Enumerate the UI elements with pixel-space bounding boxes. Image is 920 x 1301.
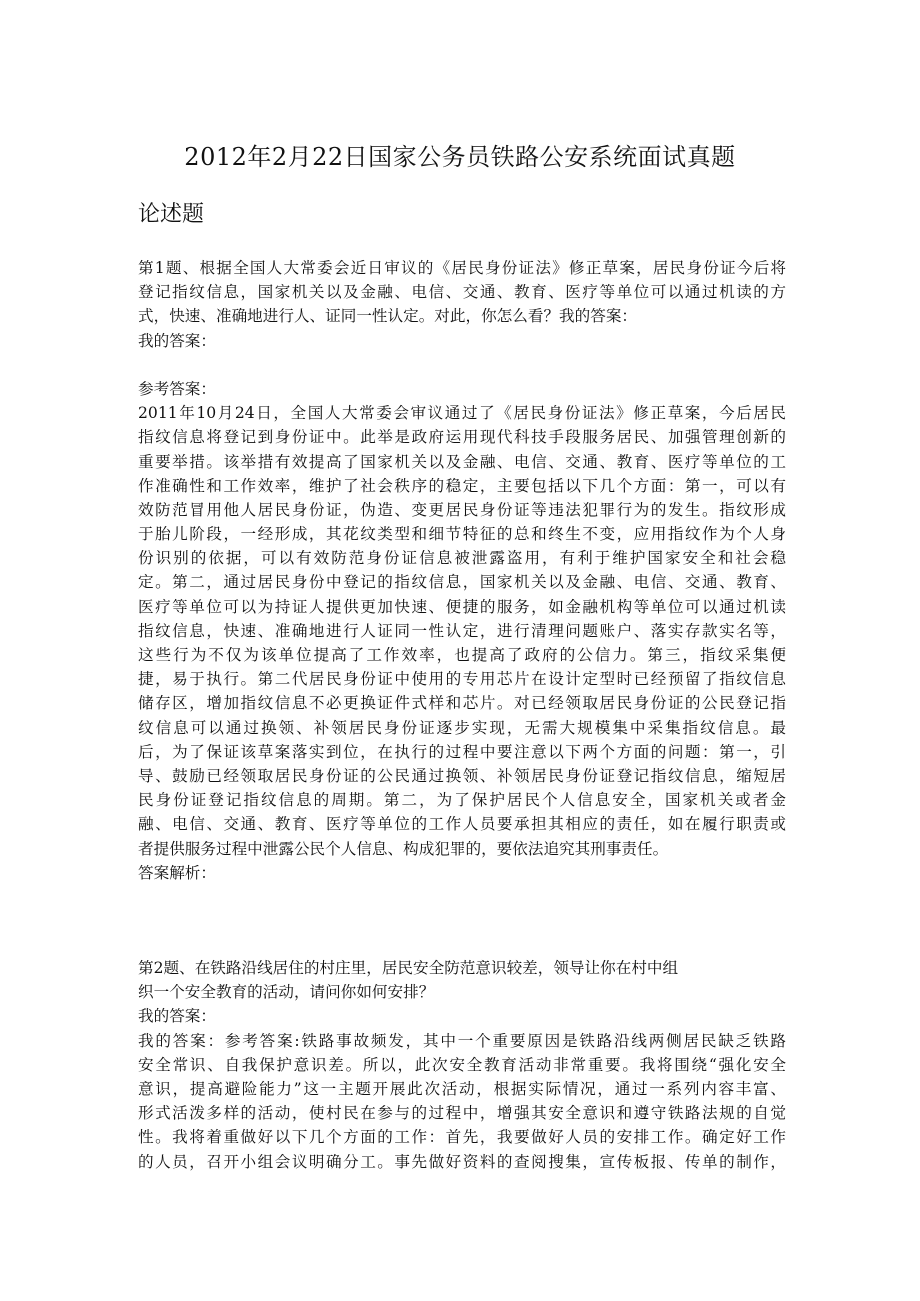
- q2-answer-line: 意识，提高避险能力”这一主题开展此次活动，根据实际情况，通过一系列内容丰富、: [138, 1079, 786, 1098]
- q1-analysis-label: 答案解析：: [138, 863, 216, 882]
- q1-answer-line: 纹信息可以通过换领、补领居民身份证逐步实现，无需大规模集中采集指纹信息。最: [138, 718, 786, 737]
- q1-answer-line: 重要举措。该举措有效提高了国家机关以及金融、电信、交通、教育、医疗等单位的工: [138, 452, 786, 471]
- q1-answer-line: 捷，易于执行。第二代居民身份证中使用的专用芯片在设计定型时已经预留了指纹信息: [138, 670, 786, 689]
- question-2: [138, 956, 786, 1174]
- q2-answer-line: 形式活泼多样的活动，使村民在参与的过程中，增强其安全意识和遵守铁路法规的自觉: [138, 1104, 786, 1123]
- section-heading: 论述题: [138, 202, 205, 227]
- q1-answer-line: 者提供服务过程中泄露公民个人信息、构成犯罪的，要依法追究其刑事责任。: [138, 839, 669, 858]
- q2-answer-line: 性。我将着重做好以下几个方面的工作：首先，我要做好人员的安排工作。确定好工作: [138, 1128, 786, 1147]
- q1-answer-line: 定。第二，通过居民身份中登记的指纹信息，国家机关以及金融、电信、交通、教育、: [138, 573, 786, 592]
- q1-answer-line: 作准确性和工作效率，维护了社会秩序的稳定，主要包括以下几个方面：第一，可以有: [138, 476, 786, 495]
- q1-answer-line: 导、鼓励已经领取居民身份证的公民通过换领、补领居民身份证登记指纹信息，缩短居: [138, 766, 786, 785]
- q1-answer-line: 指纹信息，快速、准确地进行人证同一性认定，进行清理问题账户、落实存款实名等，: [138, 621, 786, 640]
- q1-question-line: 第1题、根据全国人大常委会近日审议的《居民身份证法》修正草案，居民身份证今后将: [138, 259, 786, 277]
- q1-answer-line: 指纹信息将登记到身份证中。此举是政府运用现代科技手段服务居民、加强管理创新的: [138, 428, 786, 447]
- q1-answer-line: 于胎儿阶段，一经形成，其花纹类型和细节特征的总和终生不变，应用指纹作为个人身: [138, 525, 786, 544]
- q2-my-answer-label: 我的答案：: [138, 1007, 216, 1026]
- q1-answer-line: 效防范冒用他人居民身份证，伪造、变更居民身份证等违法犯罪行为的发生。指纹形成: [138, 500, 786, 519]
- q1-question-line: 登记指纹信息，国家机关以及金融、电信、交通、教育、医疗等单位可以通过机读的方: [138, 283, 786, 302]
- q1-answer-line: 融、电信、交通、教育、医疗等单位的工作人员要承担其相应的责任，如在履行职责或: [138, 815, 786, 834]
- q2-answer-line: 的人员，召开小组会议明确分工。事先做好资料的查阅搜集，宣传板报、传单的制作，: [138, 1152, 786, 1171]
- q1-my-answer-label: 我的答案：: [138, 331, 216, 350]
- q1-answer-line: 民身份证登记指纹信息的周期。第二，为了保护居民个人信息安全，国家机关或者金: [138, 791, 786, 810]
- document-title: 2012年2月22日国家公务员铁路公安系统面试真题: [184, 143, 736, 171]
- q1-answer-line: 医疗等单位可以为持证人提供更加快速、便捷的服务，如金融机构等单位可以通过机读: [138, 597, 786, 616]
- q2-question-line: 织一个安全教育的活动，请问你如何安排？: [138, 983, 435, 1002]
- question-1: [138, 256, 786, 885]
- q1-answer-line: 储存区，增加指纹信息不必更换证件式样和芯片。对已经领取居民身份证的公民登记指: [138, 694, 786, 713]
- q2-question-line: 第2题、在铁路沿线居住的村庄里，居民安全防范意识较差，领导让你在村中组: [138, 959, 679, 977]
- q1-answer-line: 份识别的依据，可以有效防范身份证信息被泄露盗用，有利于维护国家安全和社会稳: [138, 549, 786, 568]
- q1-answer-line: 这些行为不仅为该单位提高了工作效率，也提高了政府的公信力。第三，指纹采集便: [138, 646, 786, 664]
- spacer: [138, 353, 786, 377]
- q1-answer-line: 后，为了保证该草案落实到位，在执行的过程中要注意以下两个方面的问题：第一，引: [138, 742, 786, 761]
- q1-reference-label: 参考答案：: [138, 379, 216, 398]
- q1-question-line: 式，快速、准确地进行人、证同一性认定。对此，你怎么看？我的答案：: [138, 307, 638, 326]
- q2-answer-line: 我的答案：参考答案:铁路事故频发，其中一个重要原因是铁路沿线两侧居民缺乏铁路: [138, 1031, 786, 1050]
- q2-answer-line: 安全常识、自我保护意识差。所以，此次安全教育活动非常重要。我将围绕“强化安全: [138, 1055, 786, 1074]
- q1-answer-line: 2011年10月24日，全国人大常委会审议通过了《居民身份证法》修正草案，今后居民: [138, 404, 786, 423]
